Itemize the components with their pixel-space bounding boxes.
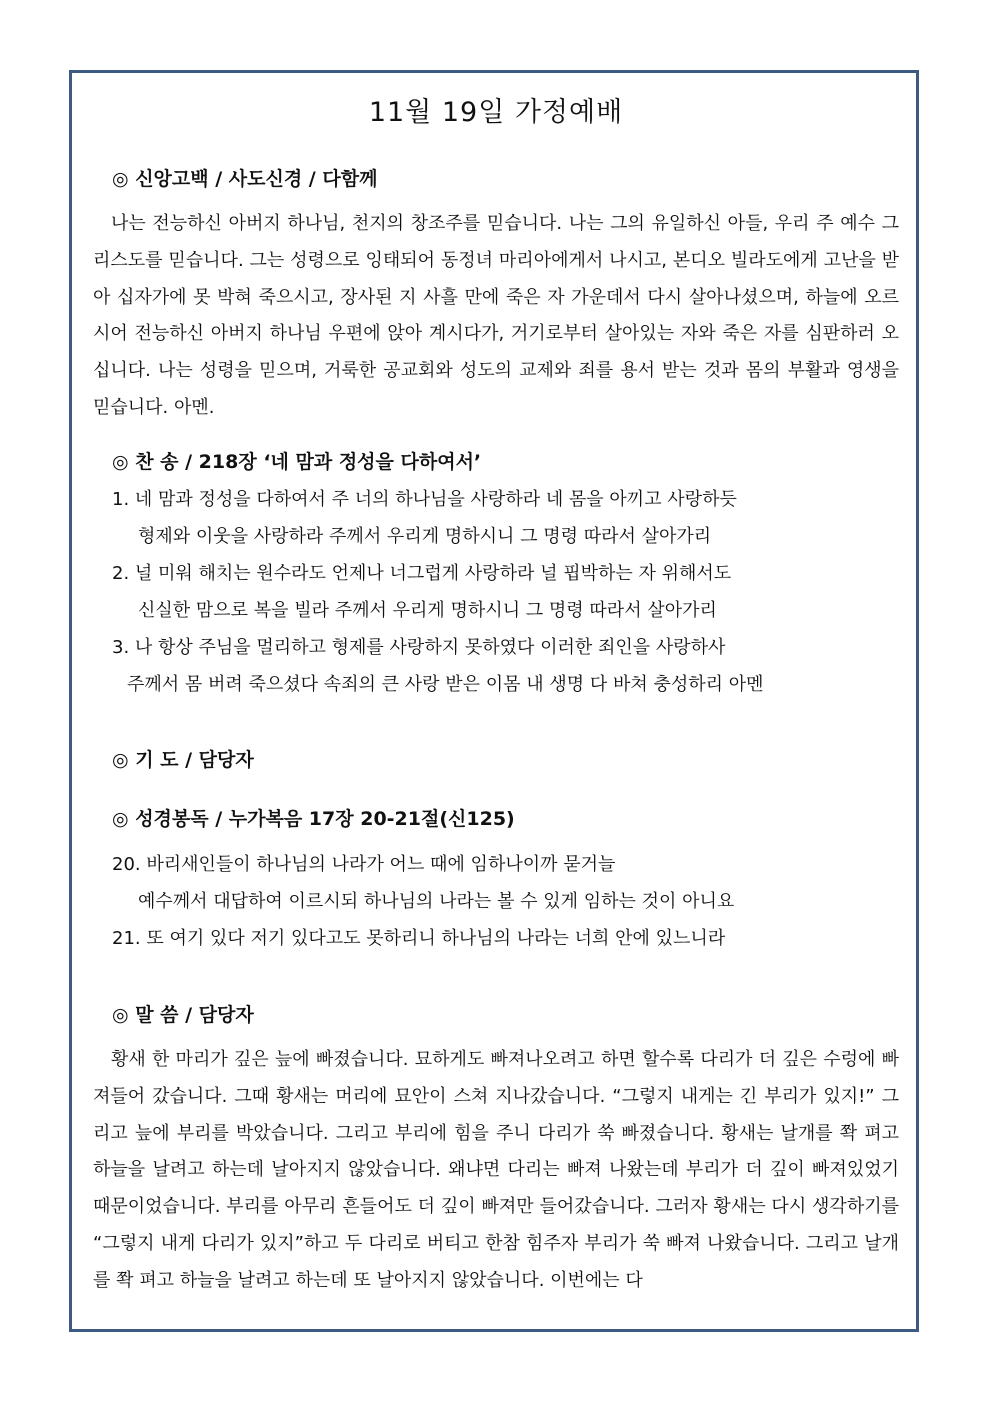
hymn-line: 1. 네 맘과 정성을 다하여서 주 너의 하나님을 사랑하라 네 몸을 아끼고 사랑하듯 xyxy=(112,489,737,510)
hymn-line: 신실한 맘으로 복을 빌라 주께서 우리게 명하시니 그 명령 따라서 살아가리 xyxy=(138,600,717,621)
sermon-heading: ◎ 말 씀 / 담당자 xyxy=(112,1004,254,1026)
hymn-line: 2. 널 미워 해치는 원수라도 언제나 너그럽게 사랑하라 널 핍박하는 자 위해서도 xyxy=(112,563,732,584)
sermon-paragraph xyxy=(93,1042,899,1300)
reading-verse: 예수께서 대답하여 이르시되 하나님의 나라는 볼 수 있게 임하는 것이 아니요 xyxy=(138,891,735,912)
sermon-text: 황새 한 마리가 깊은 늪에 빠졌습니다. 묘하게도 빠져나오려고 하면 할수록 다리가 더 깊은 수렁에 빠져들어 갔습니다. 그때 황새는 머리에 묘안이 스쳐 지나갔습니다. “그렇지 내게는 긴 부리가 있지!” 그리고 늪에 부리를 박았습니다. 그리고 부리에 힘을 주니 다리가 쑥 빠졌습니다. 황새는 날개를 쫙 펴고 하늘을 날려고 하는데 날아지지 않았습니다. 왜냐면 다리는 빠져 나왔는데 부리가 더 깊이 빠져있었기 때문이었습니다. 부리를 아무리 흔들어도 더 깊이 빠져만 들어갔습니다. 그러자 황새는 다시 생각하기를 “그렇지 내게 다리가 있지”하고 두 다리로 버티고 한참 힘주자 부리가 쑥 빠져 나왔습니다. 그리고 날개를 쫙 펴고 하늘을 날려고 하는데 또 날아지지 않았습니다. 이번에는 다 xyxy=(93,1049,899,1291)
hymn-line: 3. 나 항상 주님을 멀리하고 형제를 사랑하지 못하였다 이러한 죄인을 사랑하사 xyxy=(112,637,726,658)
creed-text: 나는 전능하신 아버지 하나님, 천지의 창조주를 믿습니다. 나는 그의 유일하신 아들, 우리 주 예수 그리스도를 믿습니다. 그는 성령으로 잉태되어 동정녀 마리아에게서 나시고, 본디오 빌라도에게 고난을 받아 십자가에 못 박혀 죽으시고, 장사된 지 사흘 만에 죽은 자 가운데서 다시 살아나셨으며, 하늘에 오르시어 전능하신 아버지 하나님 우편에 앉아 계시다가, 거기로부터 살아있는 자와 죽은 자를 심판하러 오십니다. 나는 성령을 믿으며, 거룩한 공교회와 성도의 교제와 죄를 용서 받는 것과 몸의 부활과 영생을 믿습니다. 아멘. xyxy=(93,213,899,418)
reading-heading: ◎ 성경봉독 / 누가복음 17장 20-21절(신125) xyxy=(112,808,515,830)
prayer-heading: ◎ 기 도 / 담당자 xyxy=(112,749,254,771)
hymn-line: 주께서 몸 버려 죽으셨다 속죄의 큰 사랑 받은 이몸 내 생명 다 바쳐 충성하리 아멘 xyxy=(127,674,764,695)
reading-verse: 21. 또 여기 있다 저기 있다고도 못하리니 하나님의 나라는 너희 안에 있느니라 xyxy=(112,928,726,949)
creed-heading: ◎ 신앙고백 / 사도신경 / 다함께 xyxy=(112,168,378,190)
hymn-heading: ◎ 찬 송 / 218장 ‘네 맘과 정성을 다하여서’ xyxy=(112,451,482,473)
page-title: 11월 19일 가정예배 xyxy=(368,97,624,128)
creed-paragraph xyxy=(93,206,899,427)
hymn-line: 형제와 이웃을 사랑하라 주께서 우리게 명하시니 그 명령 따라서 살아가리 xyxy=(138,526,712,547)
reading-verse: 20. 바리새인들이 하나님의 나라가 어느 때에 임하나이까 묻거늘 xyxy=(112,854,616,875)
